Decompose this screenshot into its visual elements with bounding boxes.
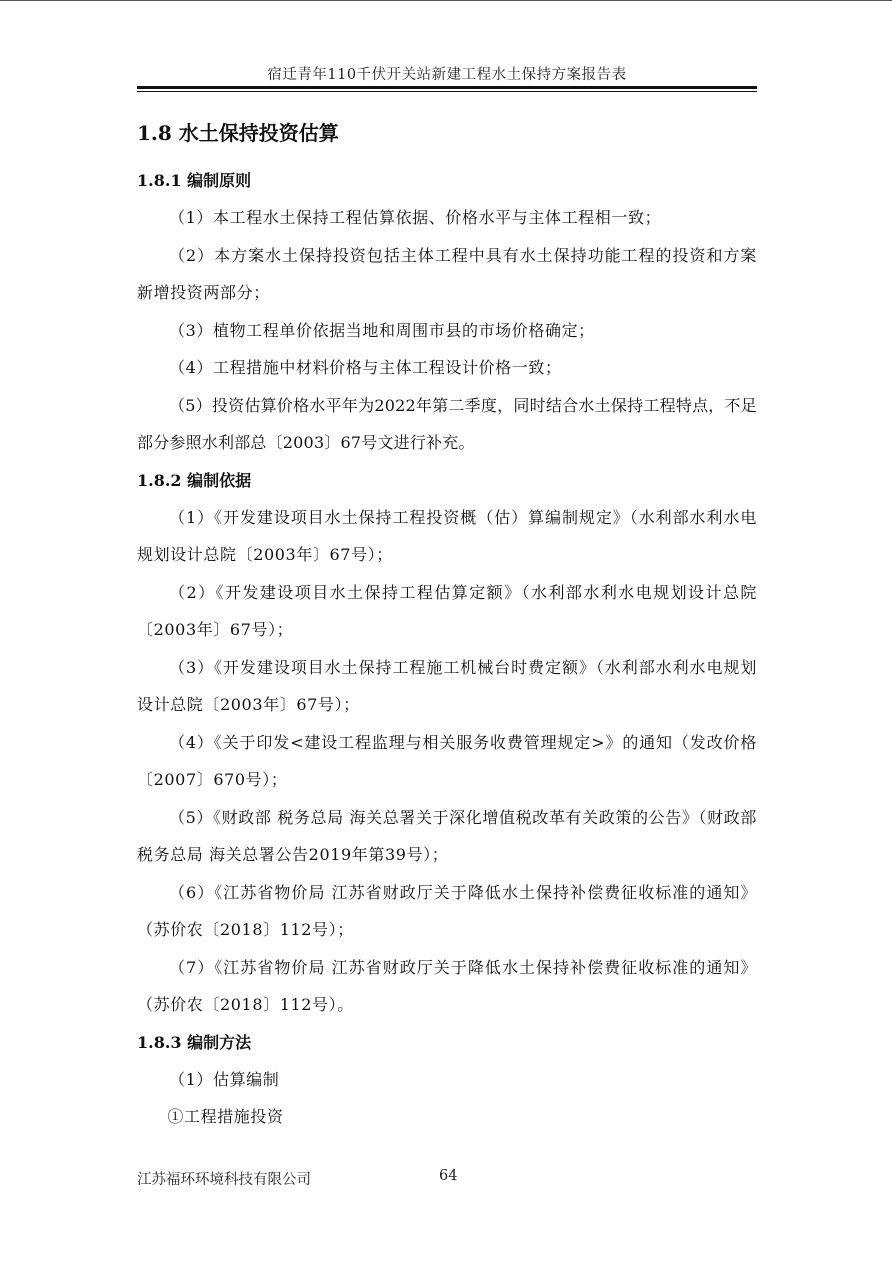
page-top-edge — [0, 0, 892, 1]
subsection-title-method: 1.8.3 编制方法 — [137, 1032, 252, 1052]
footer-company: 江苏福环环境科技有限公司 — [137, 1172, 311, 1188]
paragraph: （2）本方案水土保持投资包括主体工程中具有水土保持功能工程的投资和方案新增投资两部分； — [137, 245, 757, 302]
page-number: 64 — [439, 1168, 458, 1184]
paragraph: （2）《开发建设项目水土保持工程估算定额》（水利部水利水电规划设计总院〔2003年〕67号）； — [137, 582, 757, 639]
paragraph: （3）植物工程单价依据当地和周围市县的市场价格确定； — [169, 320, 595, 340]
paragraph: （1）本工程水土保持工程估算依据、价格水平与主体工程相一致； — [169, 208, 662, 227]
paragraph: （3）《开发建设项目水土保持工程施工机械台时费定额》（水利部水利水电规划设计总院〔2003年〕67号）； — [137, 657, 757, 714]
section-title: 1.8 水土保持投资估算 — [137, 121, 339, 145]
header-rule-thick — [137, 86, 757, 89]
paragraph: （5）《财政部 税务总局 海关总署关于深化增值税改革有关政策的公告》（财政部 税务总局 海关总署公告2019年第39号）； — [137, 807, 757, 864]
paragraph: （7）《江苏省物价局 江苏省财政厅关于降低水土保持补偿费征收标准的通知》（苏价农〔2018〕112号）。 — [137, 957, 757, 1014]
header-rule-thin — [137, 91, 757, 92]
paragraph: （1）《开发建设项目水土保持工程投资概（估）算编制规定》（水利部水利水电规划设计总院〔2003年〕67号）； — [137, 507, 757, 564]
subsection-title-principles: 1.8.1 编制原则 — [137, 171, 252, 190]
paragraph: （1）估算编制 — [169, 1069, 280, 1089]
paragraph: （4）工程措施中材料价格与主体工程设计价格一致； — [169, 358, 562, 377]
paragraph: ①工程措施投资 — [167, 1107, 284, 1126]
page-body — [137, 116, 757, 1136]
paragraph: （6）《江苏省物价局 江苏省财政厅关于降低水土保持补偿费征收标准的通知》（苏价农〔2018〕112号）； — [137, 882, 757, 939]
paragraph: （5）投资估算价格水平年为2022年第二季度，同时结合水土保持工程特点，不足部分参照水利部总〔2003〕67号文进行补充。 — [137, 395, 757, 452]
paragraph: （4）《关于印发<建设工程监理与相关服务收费管理规定>》的通知（发改价格〔2007〕670号）； — [137, 732, 757, 789]
running-header: 宿迁青年110千伏开关站新建工程水土保持方案报告表 — [267, 67, 627, 83]
subsection-title-basis: 1.8.2 编制依据 — [137, 470, 252, 490]
